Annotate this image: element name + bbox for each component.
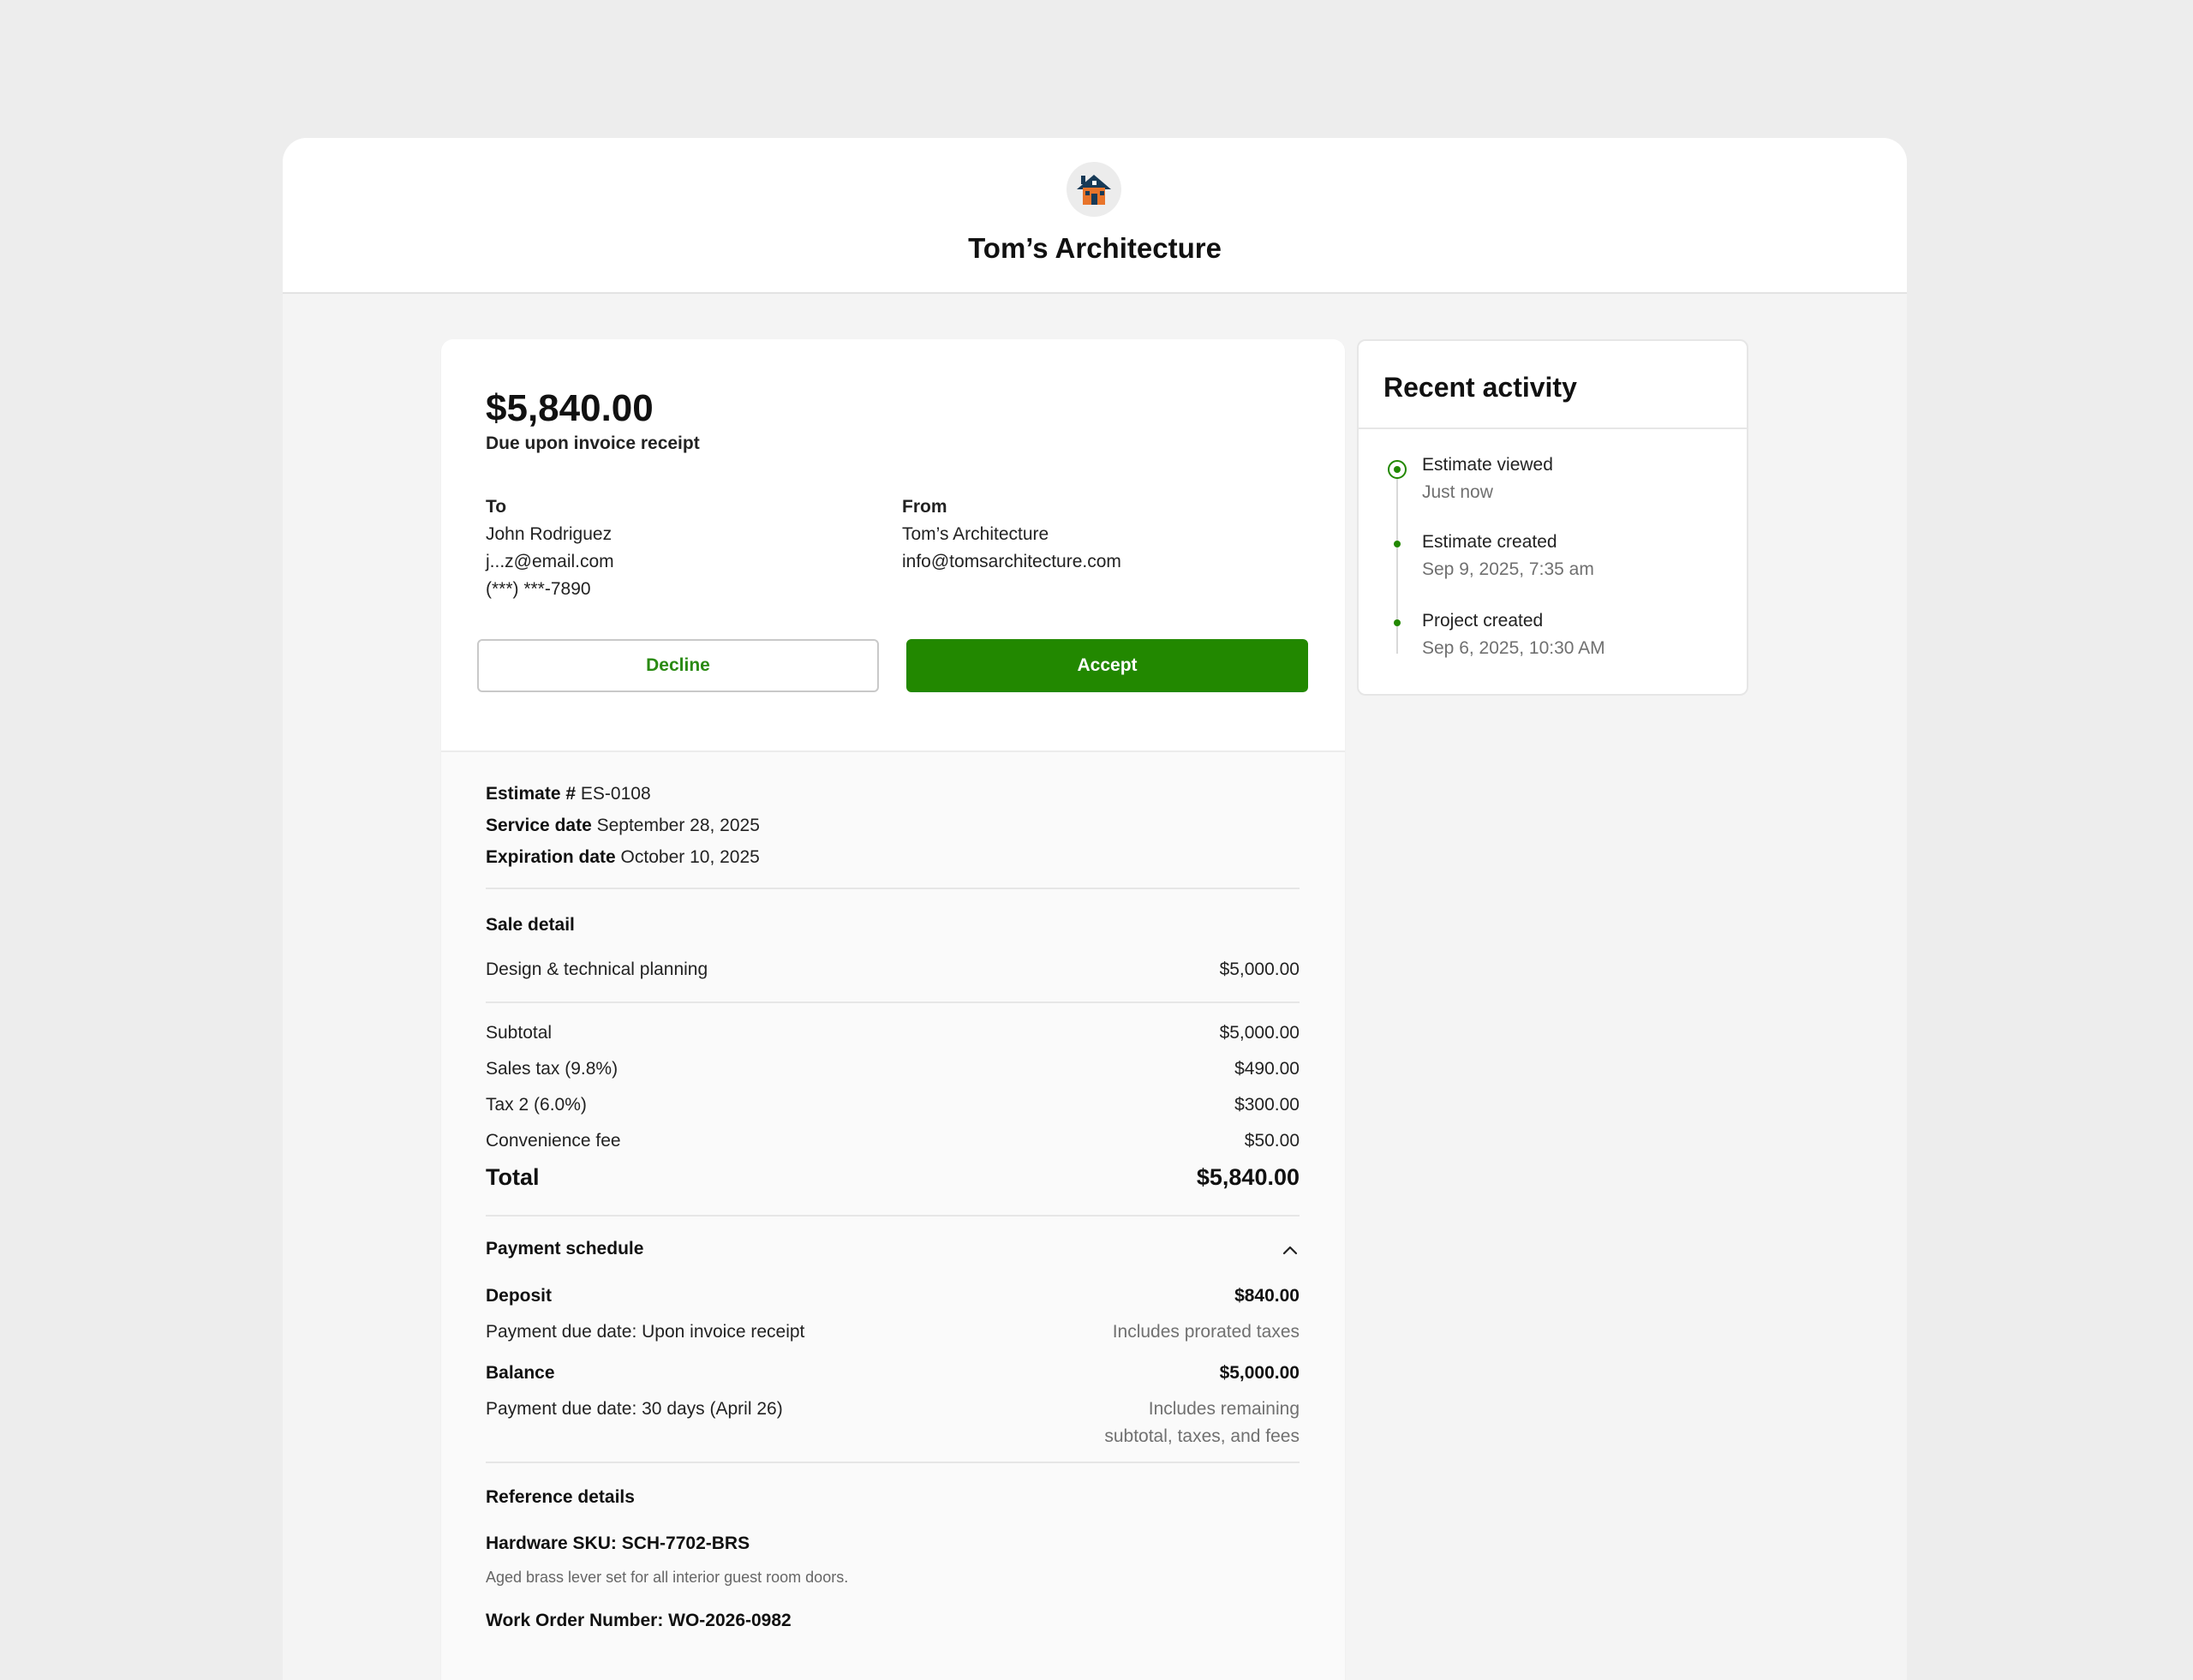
divider xyxy=(1359,427,1747,429)
current-status-icon xyxy=(1388,460,1407,479)
due-terms: Due upon invoice receipt xyxy=(486,433,700,453)
to-label: To xyxy=(486,497,507,517)
sender-name: Tom’s Architecture xyxy=(902,524,1049,544)
timeline-line xyxy=(1396,474,1398,654)
recipient-email: j...z@email.com xyxy=(486,552,614,571)
divider xyxy=(486,1001,1300,1003)
activity-item: Project created Sep 6, 2025, 10:30 AM xyxy=(1422,611,1605,658)
decline-button[interactable]: Decline xyxy=(477,639,879,692)
line-item-amount: $5,000.00 xyxy=(1219,960,1300,979)
estimate-card xyxy=(441,339,1345,1680)
divider xyxy=(486,1462,1300,1463)
work-order-number: Work Order Number: WO-2026-0982 xyxy=(486,1611,792,1630)
estimate-details: Estimate # ES-0108 Service date September 28, 2025 Expiration date October 10, 2025 Sale detail Design & technical planning $5,000.00 Subtotal $5,000.00 Sales tax (9.8%) $490.00 Tax 2 (6.0%) $300.00 Convenience fee $50.00 Total $5,840.00 Payment schedule Deposit $840.00 Payment due date: Upon invoice receipt Includes prorated taxes Balance $5,000.00 Payment due date: 30 days (April 26) Includes remaining subtotal, taxes, and fees Reference details Hardware SKU: SCH-7702-BRS Aged brass lever set for all interior guest room doors. Work Order Number: WO-2026-0982 xyxy=(441,750,1345,1680)
chevron-up-icon[interactable] xyxy=(1281,1241,1300,1259)
recipient-block xyxy=(486,493,614,603)
brand-header xyxy=(283,138,1907,294)
timeline-dot-icon xyxy=(1394,541,1401,547)
activity-item: Estimate created Sep 9, 2025, 7:35 am xyxy=(1422,532,1594,579)
expiration-date: Expiration date October 10, 2025 xyxy=(486,847,760,867)
hardware-sku-description: Aged brass lever set for all interior guest room doors. xyxy=(486,1569,849,1586)
from-label: From xyxy=(902,497,947,517)
divider xyxy=(486,1215,1300,1217)
hardware-sku: Hardware SKU: SCH-7702-BRS xyxy=(486,1534,750,1553)
estimate-amount: $5,840.00 xyxy=(486,387,654,429)
reference-details-title: Reference details xyxy=(486,1487,635,1507)
divider xyxy=(486,888,1300,889)
recipient-name: John Rodriguez xyxy=(486,524,612,544)
recent-activity-card xyxy=(1357,339,1748,696)
sale-detail-title: Sale detail xyxy=(486,915,575,935)
line-item-name: Design & technical planning xyxy=(486,960,708,979)
service-date: Service date September 28, 2025 xyxy=(486,816,760,835)
activity-item: Estimate viewed Just now xyxy=(1422,455,1553,502)
estimate-number: Estimate # ES-0108 xyxy=(486,784,651,804)
payment-schedule-title: Payment schedule xyxy=(486,1239,644,1259)
house-logo-icon xyxy=(1067,162,1121,217)
estimate-meta xyxy=(486,778,760,873)
accept-button[interactable]: Accept xyxy=(906,639,1308,692)
estimate-page xyxy=(283,138,1907,1680)
sender-email: info@tomsarchitecture.com xyxy=(902,552,1121,571)
recent-activity-title: Recent activity xyxy=(1383,372,1577,403)
business-name: Tom’s Architecture xyxy=(968,232,1222,264)
timeline-dot-icon xyxy=(1394,619,1401,626)
recipient-phone: (***) ***-7890 xyxy=(486,579,591,599)
sender-block xyxy=(902,493,1121,576)
